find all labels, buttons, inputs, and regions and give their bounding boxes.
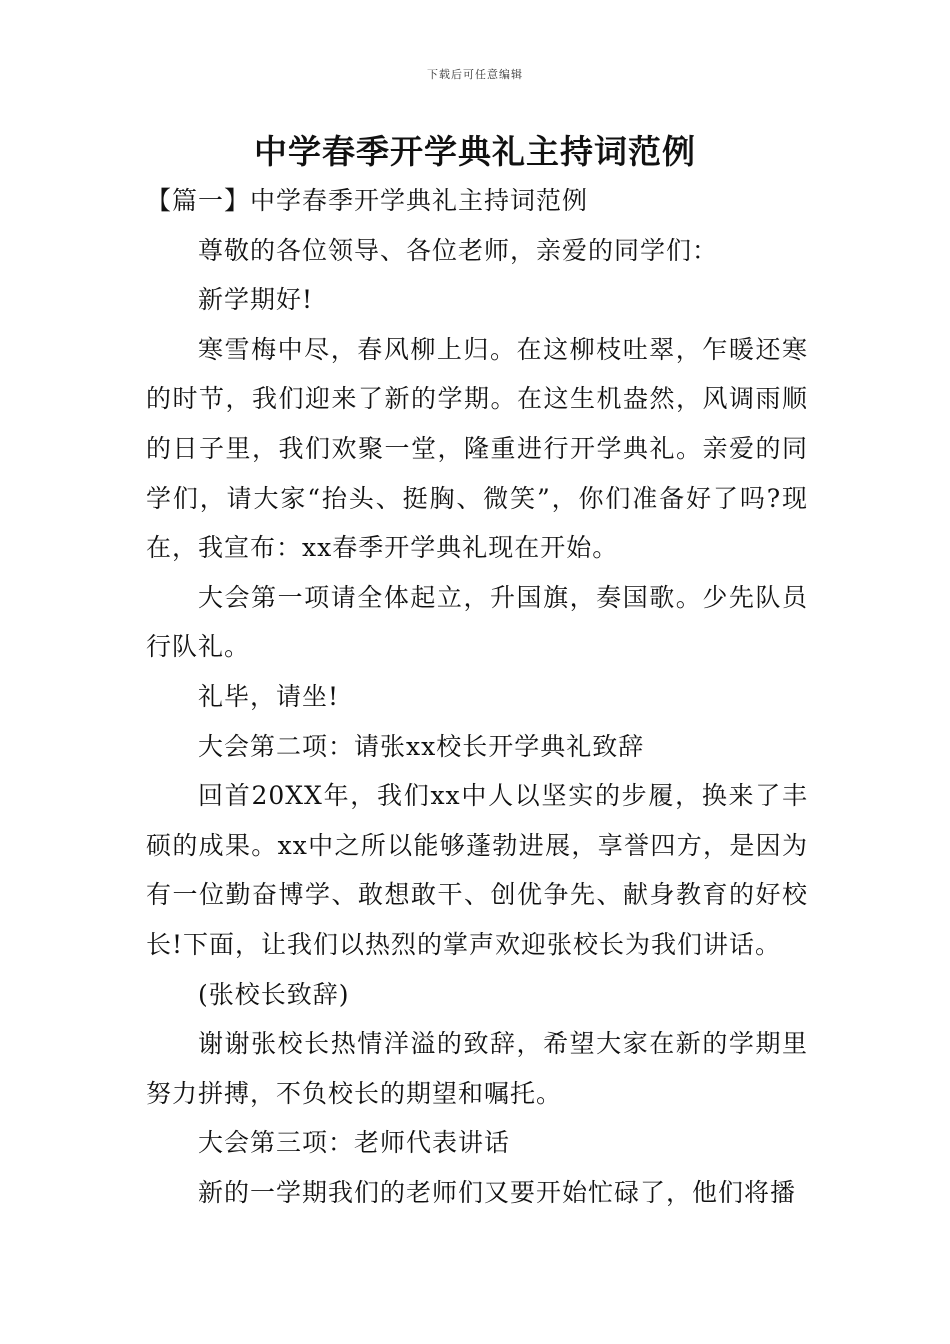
header-note: 下载后可任意编辑 [427, 68, 523, 81]
paragraph: 新的一学期我们的老师们又要开始忙碌了，他们将播 [198, 1177, 797, 1207]
paragraph: 寒雪梅中尽，春风柳上归。在这柳枝吐翠，乍暖还寒的时节，我们迎来了新的学期。在这生机盎然，风调雨顺的日子里，我们欢聚一堂，隆重进行开学典礼。亲爱的同学们，请大家“抬头、挺胸、微笑”，你们准备好了吗?现在，我宣布：xx春季开学典礼现在开始。 [146, 334, 808, 563]
paragraph: 回首20XX年，我们xx中人以坚实的步履，换来了丰硕的成果。xx中之所以能够蓬勃进展，享誉四方，是因为有一位勤奋博学、敢想敢干、创优争先、献身教育的好校长!下面，让我们以热烈的掌声欢迎张校长为我们讲话。 [146, 781, 808, 959]
paragraph: 大会第三项：老师代表讲话 [198, 1128, 511, 1158]
section-heading: 【篇一】中学春季开学典礼主持词范例 [146, 186, 589, 215]
paragraph: 新学期好! [198, 285, 314, 315]
paragraph: 大会第二项：请张xx校长开学典礼致辞 [198, 731, 645, 761]
paragraph: 尊敬的各位领导、各位老师，亲爱的同学们： [198, 235, 719, 265]
paragraph: 大会第一项请全体起立，升国旗，奏国歌。少先队员行队礼。 [146, 582, 808, 662]
paragraph: 礼毕，请坐! [198, 681, 340, 711]
paragraph: 谢谢张校长热情洋溢的致辞，希望大家在新的学期里努力拼搏，不负校长的期望和嘱托。 [146, 1029, 808, 1108]
paragraph: (张校长致辞) [198, 979, 350, 1009]
document-title: 中学春季开学典礼主持词范例 [254, 132, 696, 171]
document-body [146, 176, 808, 1217]
